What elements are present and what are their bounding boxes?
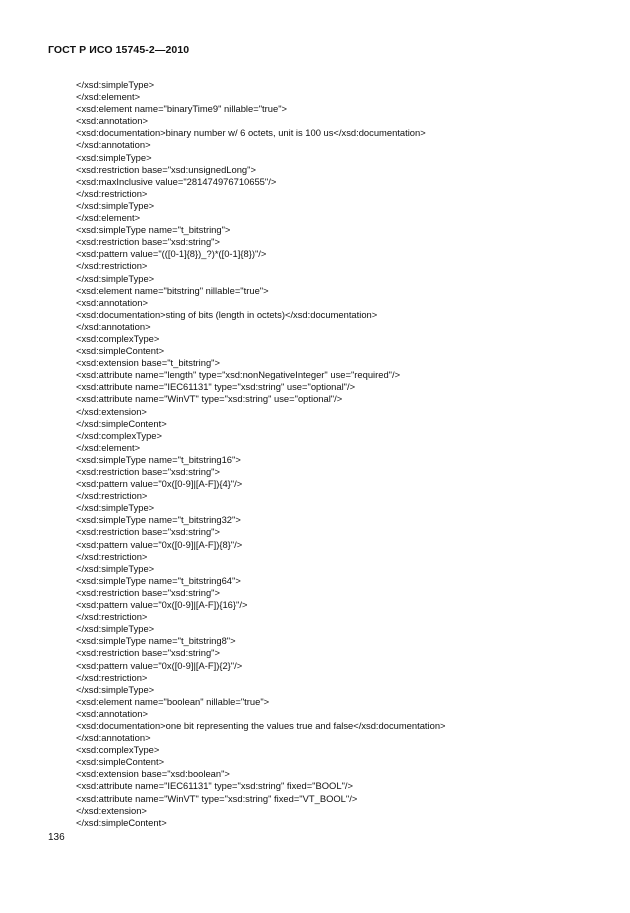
code-line: <xsd:simpleContent>: [76, 345, 165, 357]
code-line: <xsd:attribute name="length" type="xsd:nonNegativeInteger" use="required"/>: [76, 369, 401, 381]
code-line: <xsd:maxInclusive value="281474976710655"/>: [76, 175, 277, 187]
code-line: <xsd:simpleType name="t_bitstring8">: [76, 635, 236, 647]
code-line: <xsd:extension base="xsd:boolean">: [76, 768, 230, 780]
code-line: </xsd:restriction>: [76, 671, 148, 683]
code-line: <xsd:simpleType name="t_bitstring64">: [76, 574, 241, 586]
code-line: </xsd:extension>: [76, 405, 147, 417]
page-number: 136: [48, 832, 65, 843]
code-line: <xsd:simpleContent>: [76, 756, 165, 768]
code-line: </xsd:annotation>: [76, 732, 151, 744]
code-line: </xsd:simpleType>: [76, 79, 155, 90]
code-line: <xsd:element name="bitstring" nillable="true">: [76, 284, 269, 296]
code-line: </xsd:complexType>: [76, 429, 162, 441]
code-line: <xsd:pattern value="0x([0-9]|[A-F]){16}"/>: [76, 599, 248, 611]
code-line: </xsd:element>: [76, 212, 141, 224]
code-line: <xsd:element name="binaryTime9" nillable="true">: [76, 103, 287, 115]
code-line: </xsd:element>: [76, 441, 141, 453]
code-line: <xsd:simpleType name="t_bitstring">: [76, 224, 231, 236]
code-line: </xsd:simpleContent>: [76, 417, 167, 429]
code-line: <xsd:restriction base="xsd:unsignedLong">: [76, 163, 256, 175]
code-line: <xsd:extension base="t_bitstring">: [76, 357, 220, 369]
code-line: </xsd:restriction>: [76, 187, 148, 199]
code-line: <xsd:pattern value="(([0-1]{8})_?)*([0-1]{8})"/>: [76, 248, 267, 260]
code-line: <xsd:annotation>: [76, 296, 148, 308]
code-line: <xsd:restriction base="xsd:string">: [76, 466, 220, 477]
code-line: <xsd:documentation>binary number w/ 6 octets, unit is 100 us</xsd:documentation>: [76, 127, 426, 139]
code-line: <xsd:documentation>one bit representing the values true and false</xsd:documentation>: [76, 719, 446, 731]
code-line: <xsd:element name="boolean" nillable="true">: [76, 695, 270, 707]
code-line: <xsd:annotation>: [76, 115, 148, 127]
code-line: <xsd:attribute name="IEC61131" type="xsd:string" use="optional"/>: [76, 381, 356, 393]
code-line: </xsd:simpleType>: [76, 562, 155, 574]
code-line: </xsd:simpleType>: [76, 502, 155, 514]
code-line: </xsd:annotation>: [76, 139, 151, 151]
code-line: </xsd:restriction>: [76, 611, 148, 623]
code-line: </xsd:restriction>: [76, 550, 148, 562]
xsd-code-listing: [76, 79, 446, 829]
code-line: <xsd:restriction base="xsd:string">: [76, 647, 220, 659]
code-line: <xsd:simpleType>: [76, 151, 152, 163]
code-line: <xsd:restriction base="xsd:string">: [76, 586, 220, 598]
code-line: </xsd:annotation>: [76, 320, 151, 332]
code-line: </xsd:restriction>: [76, 260, 148, 272]
code-line: <xsd:pattern value="0x([0-9]|[A-F]){2}"/>: [76, 659, 243, 671]
code-line: <xsd:complexType>: [76, 744, 160, 756]
code-line: <xsd:pattern value="0x([0-9]|[A-F]){4}"/>: [76, 478, 243, 490]
code-line: </xsd:element>: [76, 91, 141, 103]
code-line: <xsd:pattern value="0x([0-9]|[A-F]){8}"/>: [76, 538, 243, 550]
code-line: <xsd:annotation>: [76, 707, 148, 719]
code-line: <xsd:restriction base="xsd:string">: [76, 526, 220, 538]
code-line: <xsd:attribute name="WinVT" type="xsd:string" use="optional"/>: [76, 393, 343, 405]
code-line: </xsd:simpleType>: [76, 623, 155, 635]
code-line: </xsd:simpleContent>: [76, 816, 167, 828]
code-line: <xsd:simpleType name="t_bitstring16">: [76, 453, 241, 465]
code-line: <xsd:restriction base="xsd:string">: [76, 236, 220, 248]
code-line: </xsd:restriction>: [76, 490, 148, 502]
code-line: </xsd:simpleType>: [76, 272, 155, 284]
code-line: <xsd:simpleType name="t_bitstring32">: [76, 514, 241, 526]
code-line: <xsd:complexType>: [76, 332, 160, 344]
code-line: <xsd:attribute name="WinVT" type="xsd:string" fixed="VT_BOOL"/>: [76, 792, 358, 804]
page-header-standard-id: ГОСТ Р ИСО 15745-2—2010: [48, 44, 190, 56]
code-line: <xsd:documentation>sting of bits (length in octets)</xsd:documentation>: [76, 308, 378, 320]
code-line: </xsd:simpleType>: [76, 199, 155, 211]
code-line: </xsd:extension>: [76, 804, 147, 816]
code-line: </xsd:simpleType>: [76, 683, 155, 695]
code-line: <xsd:attribute name="IEC61131" type="xsd:string" fixed="BOOL"/>: [76, 780, 353, 792]
